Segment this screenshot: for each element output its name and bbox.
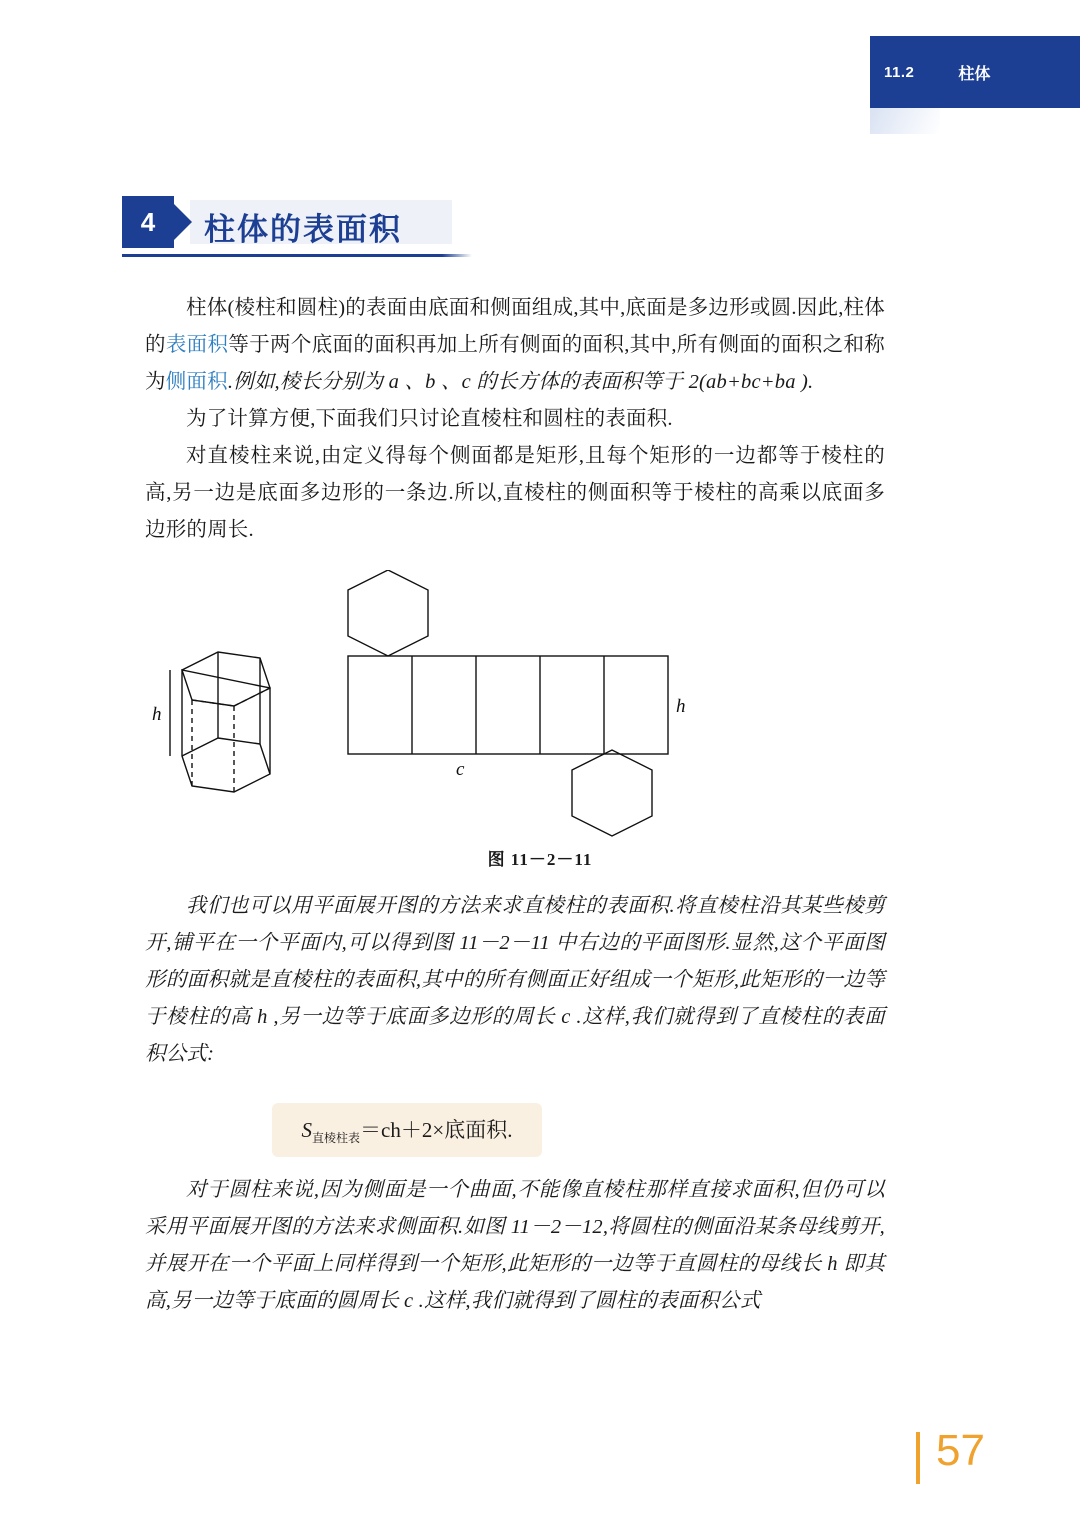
page-number-rule [916,1432,920,1484]
page-number: 57 [936,1426,985,1475]
header-section-number: 11.2 [884,63,915,81]
formula-rhs: ＝ch＋2×底面积. [360,1117,513,1142]
paragraph-block-middle [145,888,885,1073]
term-surface-area: 表面积 [165,334,229,356]
formula-lhs: S [301,1117,313,1142]
header-decoration [870,108,940,134]
formula-text [302,1114,513,1146]
figure-caption: 图 11－2－11 [487,850,593,869]
section-arrow-icon [174,204,192,240]
paragraph-1-part1: 柱体(棱柱和圆柱)的表面由底面和侧面组成,其中,底面是多边形或圆.因此,柱体的 [145,297,885,356]
figure-11-2-11 [120,570,920,870]
figure-label-h-left: h [152,704,162,725]
paragraph-5: 对于圆柱来说,因为侧面是一个曲面,不能像直棱柱那样直接求面积,但仍可以采用平面展开图的方法来求侧面积.如图 11－2－12,将圆柱的侧面沿某条母线剪开,并展开在一个平面上同样得到一个矩形,此矩形的一边等于直圆柱的母线长 h 即其高,另一边等于底面的圆周长 c .这样,我们就得到了圆柱的表面积公式 [145,1179,885,1312]
figure-label-c: c [456,759,465,780]
section-heading [122,196,452,248]
paragraph-1-part3: .例如,棱长分别为 a 、b 、c 的长方体的表面积等于 2(ab+bc+ba ). [227,371,814,393]
figure-label-h-right: h [676,696,686,717]
section-number-badge: 4 [122,196,174,248]
formula-subscript: 直棱柱表 [312,1131,361,1146]
section-title: 柱体的表面积 [204,212,402,247]
paragraph-2: 为了计算方便,下面我们只讨论直棱柱和圆柱的表面积. [186,408,673,430]
paragraph-3: 对直棱柱来说,由定义得每个侧面都是矩形,且每个矩形的一边都等于棱柱的高,另一边是底面多边形的一条边.所以,直棱柱的侧面积等于棱柱的高乘以底面多边形的周长. [145,445,885,541]
formula-box [272,1103,542,1157]
section-underline-fade [442,254,472,257]
paragraph-1 [145,290,885,401]
paragraph-4: 我们也可以用平面展开图的方法来求直棱柱的表面积.将直棱柱沿其某些棱剪开,铺平在一个平面内,可以得到图 11－2－11 中右边的平面图形.显然,这个平面图形的面积就是直棱柱的表面积,其中的所有侧面正好组成一个矩形,此矩形的一边等于棱柱的高 h ,另一边等于底面多边形的周长 c .这样,我们就得到了直棱柱的表面积公式: [145,895,885,1065]
term-lateral-area: 侧面积 [165,371,228,393]
section-underline [122,254,442,257]
paragraph-block-bottom [145,1172,885,1320]
header-section-title: 柱体 [958,65,991,83]
figure-svg [120,570,920,870]
paragraph-block-top [145,290,885,549]
paragraph-1-part2: 等于两个底面的面积再加上所有侧面的面积,其中,所有侧面的面积之和称为 [145,334,885,393]
running-header [870,36,1080,108]
